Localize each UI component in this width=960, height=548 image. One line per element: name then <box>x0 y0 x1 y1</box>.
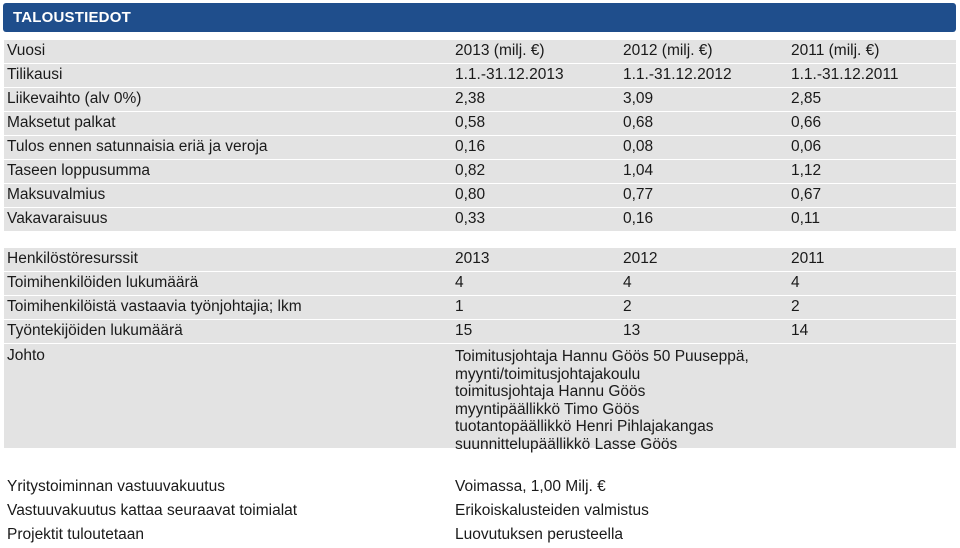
cell-value: 0,16 <box>623 210 654 227</box>
management-line: toimitusjohtaja Hannu Göös <box>455 383 646 400</box>
header-cell: Vuosi <box>7 42 46 59</box>
cell-value: 0,82 <box>455 162 486 179</box>
section-title: TALOUSTIEDOT <box>13 9 131 26</box>
row-label: Taseen loppusumma <box>7 162 151 179</box>
table-row <box>4 64 956 88</box>
cell-value: 2,38 <box>455 90 486 107</box>
cell-value: 1 <box>455 298 464 315</box>
financials-table <box>4 40 956 232</box>
cell-value: 0,33 <box>455 210 486 227</box>
management-line: Toimitusjohtaja Hannu Göös 50 Puuseppä, <box>455 348 749 365</box>
cell-value: 0,67 <box>791 186 822 203</box>
row-label: Tulos ennen satunnaisia eriä ja veroja <box>7 138 268 155</box>
cell-value: 0,06 <box>791 138 822 155</box>
management-line: suunnittelupäällikkö Lasse Göös <box>455 435 678 453</box>
cell-value: 4 <box>455 274 464 291</box>
cell-value: 0,68 <box>623 114 654 131</box>
cell-value: 0,08 <box>623 138 654 155</box>
management-line: myyntipäällikkö Timo Göös <box>455 400 640 418</box>
table-row <box>4 524 956 548</box>
row-label: Maksetut palkat <box>7 114 116 131</box>
cell-value: 15 <box>455 322 473 339</box>
management-line: myynti/toimitusjohtajakoulu <box>455 365 641 383</box>
table-row <box>4 500 956 524</box>
row-label: Liikevaihto (alv 0%) <box>7 90 142 107</box>
header-cell: 2011 <box>791 250 825 267</box>
table-row <box>4 184 956 208</box>
header-cell: Henkilöstöresurssit <box>7 250 138 267</box>
cell-value: 1.1.-31.12.2013 <box>455 66 564 83</box>
row-label: Tilikausi <box>7 66 63 83</box>
cell-value: 2 <box>623 298 632 315</box>
cell-value: 1,12 <box>791 162 822 179</box>
section-header <box>3 3 956 32</box>
table-row <box>4 88 956 112</box>
cell-value: 14 <box>791 322 809 339</box>
header-cell: 2013 (milj. €) <box>455 42 545 59</box>
hr-table <box>4 248 956 453</box>
row-label: Toimihenkilöiden lukumäärä <box>7 274 199 291</box>
row-label: Toimihenkilöistä vastaavia työnjohtajia; lkm <box>7 298 302 315</box>
cell-value: 0,16 <box>455 138 486 155</box>
row-label: Projektit tuloutetaan <box>7 526 145 543</box>
management-list <box>452 345 956 453</box>
row-label: Työntekijöiden lukumäärä <box>7 322 183 339</box>
cell-value: 1.1.-31.12.2012 <box>623 66 732 83</box>
cell-value: 2,85 <box>791 90 822 107</box>
cell-value: 1.1.-31.12.2011 <box>791 66 899 83</box>
header-cell: 2013 <box>455 250 490 267</box>
row-label: Maksuvalmius <box>7 186 106 203</box>
cell-value: Voimassa, 1,00 Milj. € <box>455 478 606 495</box>
table-row <box>4 476 956 500</box>
table-row <box>4 296 956 320</box>
cell-value: 1,04 <box>623 162 654 179</box>
table-row <box>4 112 956 136</box>
cell-value: Luovutuksen perusteella <box>455 526 624 543</box>
row-label: Yritystoiminnan vastuuvakuutus <box>7 478 225 495</box>
table-header-row <box>4 248 956 272</box>
table-row <box>4 208 956 232</box>
table-row <box>4 320 956 344</box>
cell-value: 0,77 <box>623 186 654 203</box>
table-row <box>4 272 956 296</box>
table-row <box>4 160 956 184</box>
table-row <box>4 136 956 160</box>
row-label: Vastuuvakuutus kattaa seuraavat toimialat <box>7 502 298 519</box>
cell-value: 3,09 <box>623 90 654 107</box>
cell-value: 4 <box>623 274 632 291</box>
management-line: tuotantopäällikkö Henri Pihlajakangas <box>455 418 714 435</box>
cell-value: 4 <box>791 274 800 291</box>
header-cell: 2011 (milj. €) <box>791 42 880 59</box>
header-cell: 2012 (milj. €) <box>623 42 713 59</box>
cell-value: 0,80 <box>455 186 486 203</box>
cell-value: 2 <box>791 298 800 315</box>
cell-value: Erikoiskalusteiden valmistus <box>455 502 649 519</box>
cell-value: 0,11 <box>791 210 821 227</box>
row-label: Johto <box>7 347 45 364</box>
row-label: Vakavaraisuus <box>7 210 108 227</box>
table-header-row <box>4 40 956 64</box>
header-cell: 2012 <box>623 250 658 267</box>
cell-value: 0,58 <box>455 114 486 131</box>
insurance-table <box>4 476 956 548</box>
cell-value: 0,66 <box>791 114 822 131</box>
management-row <box>4 344 956 453</box>
cell-value: 13 <box>623 322 641 339</box>
